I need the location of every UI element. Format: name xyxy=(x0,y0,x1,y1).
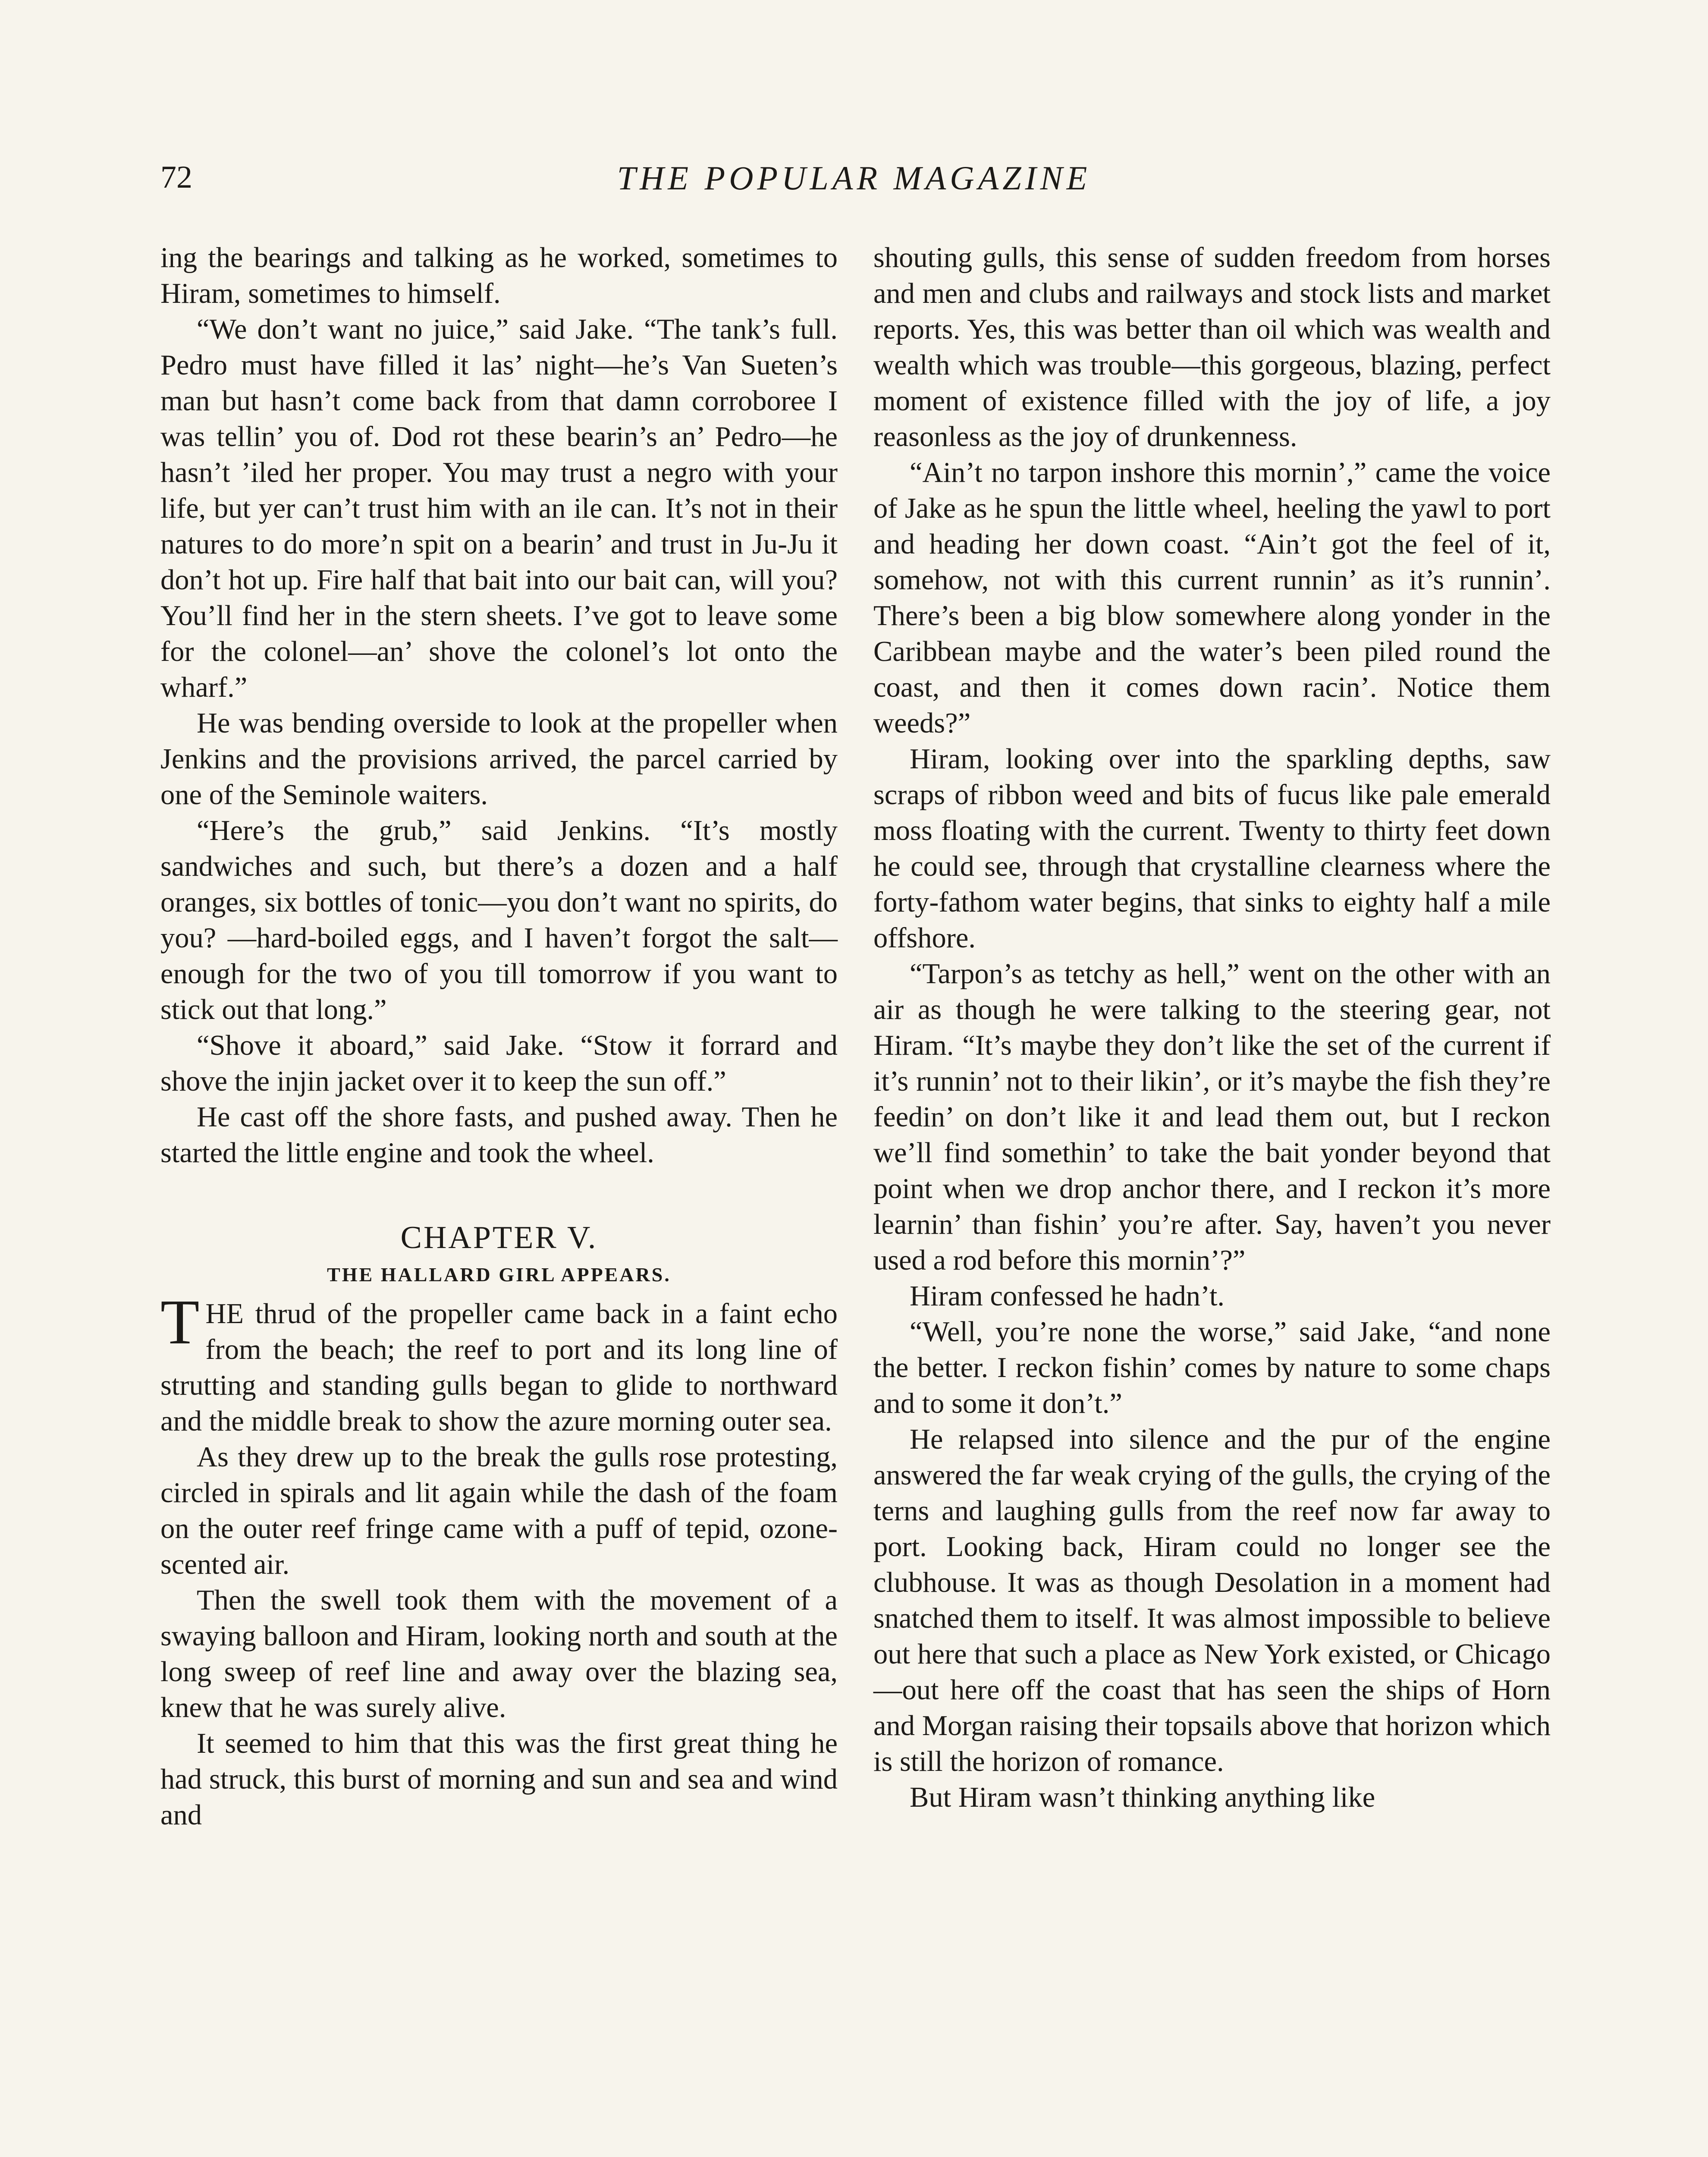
paragraph: “We don’t want no juice,” said Jake. “The tank’s full. Pedro must have filled it las’ night—he’s Van Sueten’s man but hasn’t come back from that damn corroboree I was tellin’ you of. Dod rot these bearin’s an’ Pedro—he hasn’t ’iled her proper. You may trust a negro with your life, but yer can’t trust him with an ile can. It’s not in their natures to do more’n spit on a bearin’ and trust in Ju-Ju it don’t hot up. Fire half that bait into our bait can, will you? You’ll find her in the stern sheets. I’ve got to leave some for the colonel—an’ shove the colonel’s lot onto the wharf.” xyxy=(160,314,838,703)
paragraph: “Tarpon’s as tetchy as hell,” went on the other with an air as though he were talking to the steering gear, not Hiram. “It’s maybe they don’t like the set of the current if it’s runnin’ not to their likin’, or it’s maybe the fish they’re feedin’ on don’t like it and lead them out, but I reckon we’ll find somethin’ to take the bait yonder beyond that point when we drop anchor there, and I reckon it’s more learnin’ than fishin’ you’re after. Say, haven’t you never used a rod before this mornin’?” xyxy=(873,958,1551,1276)
paragraph: Hiram confessed he hadn’t. xyxy=(910,1280,1225,1312)
chapter-subtitle: THE HALLARD GIRL APPEARS. xyxy=(327,1264,671,1286)
paragraph: As they drew up to the break the gulls rose protesting, circled in spirals and lit again while the dash of the foam on the outer reef fringe came with a puff of tepid, ozone-scented air. xyxy=(160,1441,838,1580)
paragraph: “Here’s the grub,” said Jenkins. “It’s mostly sandwiches and such, but there’s a dozen and a half oranges, six bottles of tonic—you don’t want no spirits, do you? —hard-boiled eggs, and I haven’t forgot the salt—enough for the two of you till tomorrow if you want to stick out that long.” xyxy=(160,815,838,1025)
chapter-opening-paragraph xyxy=(160,1287,838,1439)
paragraph: “Ain’t no tarpon inshore this mornin’,” came the voice of Jake as he spun the little wheel, heeling the yawl to port and heading her down coast. “Ain’t got the feel of it, somehow, not with this current runnin’ as it’s runnin’. There’s been a big blow somewhere along yonder in the Caribbean maybe and the water’s been piled round the coast, and then it comes down racin’. Notice them weeds?” xyxy=(873,457,1551,739)
paragraph: It seemed to him that this was the first great thing he had struck, this burst of morning and sun and sea and wind and xyxy=(160,1728,838,1831)
chapter-opening-text: HE thrud of the propeller came back in a faint echo from the beach; the reef to port and its long line of strutting and standing gulls began to glide to northward and the middle break to show the azure morning outer sea. xyxy=(160,1298,838,1437)
chapter-title: CHAPTER V. xyxy=(400,1220,598,1255)
left-column xyxy=(160,240,838,1833)
paragraph: Then the swell took them with the movement of a swaying balloon and Hiram, looking north and south at the long sweep of reef line and away over the blazing sea, knew that he was surely alive. xyxy=(160,1585,838,1723)
paragraph: He relapsed into silence and the pur of the engine answered the far weak crying of the gulls, the crying of the terns and laughing gulls from the reef now far away to port. Looking back, Hiram could no longer see the clubhouse. It was as though Desolation in a moment had snatched them to itself. It was almost impossible to believe out here that such a place as New York existed, or Chicago—out here off the coast that has seen the ships of Horn and Morgan raising their topsails above that horizon which is still the horizon of romance. xyxy=(873,1424,1551,1777)
paragraph: “Well, you’re none the worse,” said Jake, “and none the better. I reckon fishin’ comes by nature to some chaps and to some it don’t.” xyxy=(873,1316,1551,1419)
paragraph: He was bending overside to look at the propeller when Jenkins and the provisions arrived, the parcel carried by one of the Seminole waiters. xyxy=(160,707,838,811)
running-title: THE POPULAR MAGAZINE xyxy=(617,159,1091,197)
right-column xyxy=(873,240,1551,1815)
paragraph: Hiram, looking over into the sparkling depths, saw scraps of ribbon weed and bits of fucus like pale emerald moss floating with the current. Twenty to thirty feet down he could see, through that crystalline clearness where the forty-fathom water begins, that sinks to eighty half a mile offshore. xyxy=(873,743,1551,954)
paragraph: He cast off the shore fasts, and pushed away. Then he started the little engine and took the wheel. xyxy=(160,1101,838,1169)
paragraph: But Hiram wasn’t thinking anything like xyxy=(910,1782,1375,1813)
drop-cap: T xyxy=(160,1287,200,1358)
paragraph: ing the bearings and talking as he worked, sometimes to Hiram, sometimes to himself. xyxy=(160,242,838,309)
page-number: 72 xyxy=(160,160,192,195)
paragraph: “Shove it aboard,” said Jake. “Stow it forrard and shove the injin jacket over it to keep the sun off.” xyxy=(160,1030,838,1097)
paragraph: shouting gulls, this sense of sudden freedom from horses and men and clubs and railways and stock lists and market reports. Yes, this was better than oil which was wealth and wealth which was trouble—this gorgeous, blazing, perfect moment of existence filled with the joy of life, a joy reasonless as the joy of drunkenness. xyxy=(873,242,1551,453)
